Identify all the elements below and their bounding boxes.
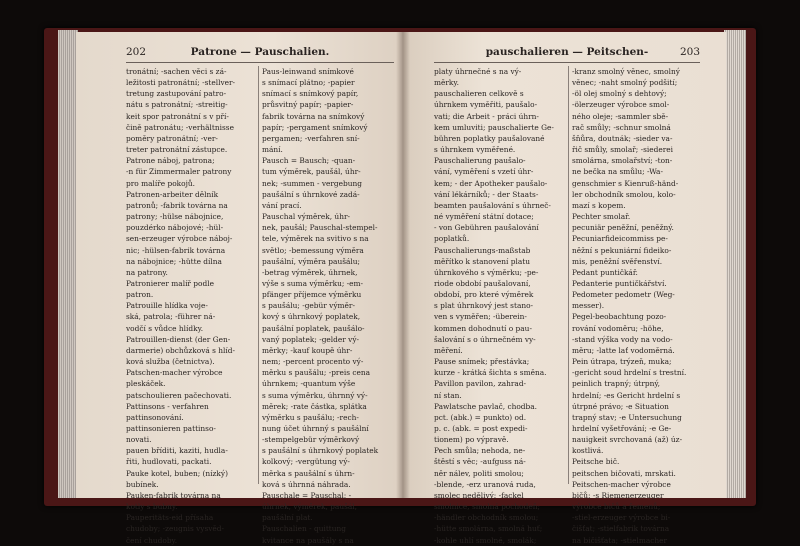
entry-line: patronů; -fabrik továrna na xyxy=(126,200,228,210)
entry-line: na nábojnice; -hütte dílna xyxy=(126,256,222,266)
entry-line: fabrik továrna na snímkový xyxy=(262,111,365,121)
entry-line: čišťat; -stielfabrik továrna xyxy=(572,524,670,534)
right-column-1 xyxy=(434,66,564,545)
entry-line: pct. (abk.) = punkto) od. xyxy=(434,412,527,422)
book-gutter xyxy=(396,32,410,498)
entry-line: tretung zastupování patro- xyxy=(126,89,227,99)
entry-line: ne bečka na smůlu; -Wa- xyxy=(572,167,663,177)
entry-line: Pechter smolař. xyxy=(572,212,631,222)
entry-line: -gericht soud hrdelní s trestní. xyxy=(572,368,687,378)
entry-line: smolárna, smolařství; -ton- xyxy=(572,156,673,166)
entry-line: Pech smůla; nehoda, ne- xyxy=(434,446,526,456)
entry-line: pattinsonieren pattinso- xyxy=(126,424,216,433)
entry-line: Pausch = Bausch; -quan- xyxy=(262,156,356,166)
entry-line: věnec; -naht smolný podšití; xyxy=(572,78,678,88)
entry-line: ler obchodník smolou, kolo- xyxy=(572,189,676,199)
right-column-2 xyxy=(572,66,700,545)
entry-line: s paušální s úhrnkový poplatek xyxy=(262,446,379,456)
entry-line: s snímací plátno; -papier xyxy=(262,78,355,88)
entry-line: poplatků. xyxy=(434,234,470,244)
entry-line: Pedometer pedometr (Weg- xyxy=(572,290,675,300)
entry-line: měrky. xyxy=(434,78,459,88)
entry-line: pergamen; -verfahren sní- xyxy=(262,133,360,143)
entry-line: paušální, výměra paušálu; xyxy=(262,256,361,266)
entry-line: vaný poplatek; -gelder vý- xyxy=(262,334,360,344)
entry-line: Pauschalierungs-maßstab xyxy=(434,245,531,255)
entry-line: vati; die Arbeit - práci úhrn- xyxy=(434,111,539,121)
entry-line: -n für Zimmermaler patrony xyxy=(126,167,232,177)
entry-line: Patschen-macher výrobce xyxy=(126,368,223,378)
entry-line: ská, patrola; -führer ná- xyxy=(126,312,216,322)
entry-line: snímací s snímkový papír, xyxy=(262,89,359,99)
left-page-number: 202 xyxy=(126,46,147,58)
entry-line: -hütte smolárna, smolná huť; xyxy=(434,524,543,534)
entry-line: papír; -pergament snímkový xyxy=(262,122,368,132)
entry-line: ven s vyměřen; -überein- xyxy=(434,312,527,322)
entry-line: nek, paušál; Pauschal-stempel- xyxy=(262,223,378,233)
entry-line: Pein útrapa, trýzeň, muka; xyxy=(572,357,672,367)
entry-line: trapný stav; -e Untersuchung xyxy=(572,412,682,422)
entry-line: pleskáček. xyxy=(126,379,166,389)
entry-line: patron. xyxy=(126,290,154,300)
entry-line: pauen bříditi, kaziti, hudla- xyxy=(126,446,228,456)
entry-line: nung účet úhrnný s paušální xyxy=(262,424,369,433)
entry-line: messer). xyxy=(572,301,605,311)
entry-line: čení chudoby. xyxy=(126,535,178,545)
entry-line: Pauperitäts-eid přísaha xyxy=(126,513,214,523)
entry-line: ková s úhrnná náhrada. xyxy=(262,479,351,489)
left-page-edges xyxy=(58,30,78,498)
right-column-divider xyxy=(568,66,569,484)
entry-line: -betrag výměrek, úhrnek, xyxy=(262,267,358,277)
entry-line: Pauschalierung paušalo- xyxy=(434,156,526,166)
entry-line: útrpné právo; -e Situation xyxy=(572,401,669,411)
entry-line: Peitschen-macher výrobce xyxy=(572,479,671,489)
entry-line: Patrone náboj, patrona; xyxy=(126,156,215,166)
entry-line: beamten paušalování s úhrneč- xyxy=(434,200,551,210)
entry-line: -blende, -erz uranová ruda, xyxy=(434,479,536,489)
entry-line: Patrouille hlídka voje- xyxy=(126,301,208,311)
entry-line: keit spor patronátní s v pří- xyxy=(126,111,229,121)
entry-line: tionem) po výpravě. xyxy=(434,435,509,445)
entry-line: vodčí s vůdce hlídky. xyxy=(126,323,204,333)
entry-line: novati. xyxy=(126,435,152,445)
left-header-rule xyxy=(126,62,394,63)
entry-line: ležitosti patronátní; -stellver- xyxy=(126,78,236,88)
right-page-number: 203 xyxy=(679,46,700,58)
entry-line: hrdelní; -es Gericht hrdelní s xyxy=(572,390,681,400)
entry-line: na patrony. xyxy=(126,267,168,277)
entry-line: p. c. (abk. = post expedi- xyxy=(434,424,528,433)
entry-line: kem umluviti; pauschalierte Ge- xyxy=(434,122,554,132)
entry-line: bühren poplatky paušalované xyxy=(434,133,545,143)
entry-line: nauigkeit svrchovaná (až) úz- xyxy=(572,435,683,445)
entry-line: -kohle uhlí smolné, smolák; xyxy=(434,535,537,545)
entry-line: hrdelní vyšetřování; -e Ge- xyxy=(572,424,672,433)
entry-line: měrka s paušální s úhrn- xyxy=(262,468,355,478)
left-page-header xyxy=(126,46,394,60)
entry-line: výměrku s paušálu; -rech- xyxy=(262,412,359,422)
entry-line: -stand výška vody na vodo- xyxy=(572,334,673,344)
right-page xyxy=(402,32,726,545)
entry-line: chudoby; -zeugnis vysvěd- xyxy=(126,524,225,534)
entry-line: šalování s o úhrnečném vy- xyxy=(434,334,536,344)
entry-line: -ölerzeuger výrobce smol- xyxy=(572,100,670,110)
entry-line: smolnice, smolná pochodeň; xyxy=(434,502,540,512)
entry-line: světlo; -bemessung výměra xyxy=(262,245,364,255)
entry-line: kový s úhrnkový poplatek, xyxy=(262,312,361,322)
entry-line: bičů; -s Riemenerzeuger xyxy=(572,490,664,500)
entry-line: tele, výměrek na svitivo s na xyxy=(262,234,369,244)
entry-line: Paus-leinwand snímkové xyxy=(262,67,354,76)
entry-line: Patrouillen-dienst (der Gen- xyxy=(126,334,231,344)
entry-line: měrku s paušálu; -preis cena xyxy=(262,368,371,378)
entry-line: sen-erzeuger výrobce náboj- xyxy=(126,234,233,244)
entry-line: kem; - der Apotheker paušalo- xyxy=(434,178,548,188)
right-page-header-title: pauschalieren — Peitschen- xyxy=(485,46,649,58)
entry-line: kostlivá. xyxy=(572,446,604,456)
entry-line: Pedanterie puntičkářství. xyxy=(572,278,667,288)
entry-line: Peitsche bič. xyxy=(572,457,620,467)
entry-line: genschmier s Kienruß-händ- xyxy=(572,178,679,188)
entry-line: měru; -latte lať vodoměrná. xyxy=(572,345,675,355)
entry-line: riode období paušalovaní, xyxy=(434,278,531,288)
right-page-header xyxy=(434,46,700,60)
entry-line: Pauschal výměrek, úhr- xyxy=(262,212,350,222)
entry-line: s suma výměrku, úhrnný vý- xyxy=(262,390,368,400)
entry-line: Patronen-arbeiter dělník xyxy=(126,189,219,199)
entry-line: pouzdérko nábojové; -hül- xyxy=(126,223,224,233)
entry-line: vání lékárníků; - der Staats- xyxy=(434,189,539,199)
entry-line: Pavillon pavilon, zahrad- xyxy=(434,379,527,389)
entry-line: kotly s bubny. xyxy=(126,502,178,512)
entry-line: něžní s pekuniární fideiko- xyxy=(572,245,672,255)
entry-line: úhrnkem vyměřiti, paušalo- xyxy=(434,100,538,110)
entry-line: pro malíře pokojů. xyxy=(126,178,195,188)
entry-line: Pause snímek; přestávka; xyxy=(434,357,530,367)
entry-line: Pedant puntičkář. xyxy=(572,267,638,277)
entry-line: né vyměření státní dotace; xyxy=(434,212,534,222)
entry-line: vání prací. xyxy=(262,200,302,210)
entry-line: nic; -hülsen-fabrik továrna xyxy=(126,245,226,255)
entry-line: vání, vyměření s vzetí úhr- xyxy=(434,167,534,177)
entry-line: pecuniär peněžní, peněžný. xyxy=(572,223,674,233)
entry-line: tum výměrek, paušál, úhr- xyxy=(262,167,361,177)
entry-line: - von Gebühren paušalování xyxy=(434,223,539,233)
entry-line: období, pro které výměrek xyxy=(434,290,534,300)
entry-line: šňůra, doutnák; -sieder va- xyxy=(572,133,673,143)
entry-line: něr nálev, politi smolou; xyxy=(434,468,524,478)
entry-line: rač smůly; -schnur smolná xyxy=(572,122,671,132)
entry-line: kommen dohodnutí o pau- xyxy=(434,323,532,333)
entry-line: Patronierer malíř podle xyxy=(126,278,214,288)
entry-line: pfänger příjemce výměrku xyxy=(262,290,362,300)
entry-line: -stempelgebür výměrkový xyxy=(262,435,360,445)
entry-line: mis, peněžní svěřenství. xyxy=(572,256,663,266)
entry-line: paušální s úhrnkové zadá- xyxy=(262,189,360,199)
entry-line: mazí s kopem. xyxy=(572,200,626,210)
left-column-divider xyxy=(258,66,259,484)
entry-line: paušální poplatek, paušálo- xyxy=(262,323,365,333)
entry-line: Pattinsons - verfahren xyxy=(126,401,209,411)
entry-line: Pegel-beobachtung pozo- xyxy=(572,312,667,322)
entry-line: Pawlatsche pavlač, chodba. xyxy=(434,401,538,411)
entry-line: kvitance na paušály s na xyxy=(262,535,354,545)
entry-line: s paušálu; -gebür výměr- xyxy=(262,301,355,311)
entry-line: pauschalieren celkově s xyxy=(434,89,524,99)
entry-line: měření. xyxy=(434,345,463,355)
entry-line: -kranz smolný věnec, smolný xyxy=(572,67,680,76)
entry-line: nátu s patronátní; -streitig- xyxy=(126,100,228,110)
entry-line: ní stan. xyxy=(434,390,462,400)
entry-line: -händler obchodník smolou; xyxy=(434,513,539,523)
entry-line: peitschen bičovati, mrskati. xyxy=(572,468,676,478)
entry-line: rování vodoměru; -höhe, xyxy=(572,323,664,333)
entry-line: smolec nedělivý; -fackel xyxy=(434,490,524,500)
entry-line: s úhrnkem vyměřené. xyxy=(434,145,516,155)
entry-line: štěstí s věc; -aufguss ná- xyxy=(434,457,526,467)
entry-line: čině patronátu; -verhältnisse xyxy=(126,122,234,132)
entry-line: platy úhrnečné s na vý- xyxy=(434,67,522,76)
entry-line: Pauken-fabrik továrna na xyxy=(126,490,221,500)
right-page-edges xyxy=(724,30,746,498)
entry-line: výše s suma výměrku; -em- xyxy=(262,278,364,288)
entry-line: průsvitný papír; -papier- xyxy=(262,100,354,110)
entry-line: poměry patronátní; -ver- xyxy=(126,133,218,143)
entry-line: patrony; -hülse nábojnice, xyxy=(126,212,224,222)
entry-line: Pauschale = Pauschal; - xyxy=(262,490,352,500)
entry-line: na bičišťata; -stielmacher xyxy=(572,535,668,545)
left-page-header-title: Patrone — Pauschalien. xyxy=(190,46,330,58)
entry-line: úhrnek, výměrek, paušál, xyxy=(262,502,357,512)
entry-line: nek; -summen - vergebung xyxy=(262,178,363,188)
entry-line: úhrnkem; -quantum výše xyxy=(262,379,356,389)
right-header-rule xyxy=(434,62,700,63)
entry-line: měrek; -rate částka, splátka xyxy=(262,401,367,411)
left-column-2 xyxy=(262,66,394,545)
entry-line: úhrnkového s výměrku; -pe- xyxy=(434,267,539,277)
entry-line: kolkový; -vergütung vý- xyxy=(262,457,350,467)
entry-line: řič smůly, smolař; -siederei xyxy=(572,145,673,155)
left-page xyxy=(76,32,402,545)
entry-line: patschoulieren pačechovati. xyxy=(126,390,232,400)
entry-line: kurze - krátká šichta s směna. xyxy=(434,368,547,378)
entry-line: peinlich trapný; útrpný, xyxy=(572,379,660,389)
entry-line: s plat úhrnkový jest stano- xyxy=(434,301,534,311)
entry-line: Pauschalien - quittung xyxy=(262,524,347,534)
entry-line: ného oleje; -sammler sbě- xyxy=(572,111,669,121)
entry-line: darmerie) obchůzková s hlíd- xyxy=(126,345,236,355)
entry-line: paušální plat. xyxy=(262,513,313,523)
entry-line: pattinsonování. xyxy=(126,412,184,422)
entry-line: řiti, hudlovati, packati. xyxy=(126,457,212,467)
entry-line: měřítko k stanovení platu xyxy=(434,256,530,266)
left-column-1 xyxy=(126,66,254,545)
entry-line: Pecuniarfideicommiss pe- xyxy=(572,234,668,244)
entry-line: měrky; -kauf koupě úhr- xyxy=(262,345,353,355)
entry-line: ková služba (četnictva). xyxy=(126,357,215,367)
entry-line: tronátní; -sachen věci s zá- xyxy=(126,67,227,76)
entry-line: treter patronátní zástupce. xyxy=(126,145,228,155)
entry-line: Pauke kotel, buben; (nízký) xyxy=(126,468,228,478)
entry-line: bubínek. xyxy=(126,479,159,489)
entry-line: nem; -percent procento vý- xyxy=(262,357,364,367)
entry-line: -öl olej smolný s dehtový; xyxy=(572,89,667,99)
entry-line: mání. xyxy=(262,145,283,155)
entry-line: -stiel-erzeuger výrobce bi- xyxy=(572,513,671,523)
entry-line: výrobce bičů a řemenů; xyxy=(572,502,661,512)
